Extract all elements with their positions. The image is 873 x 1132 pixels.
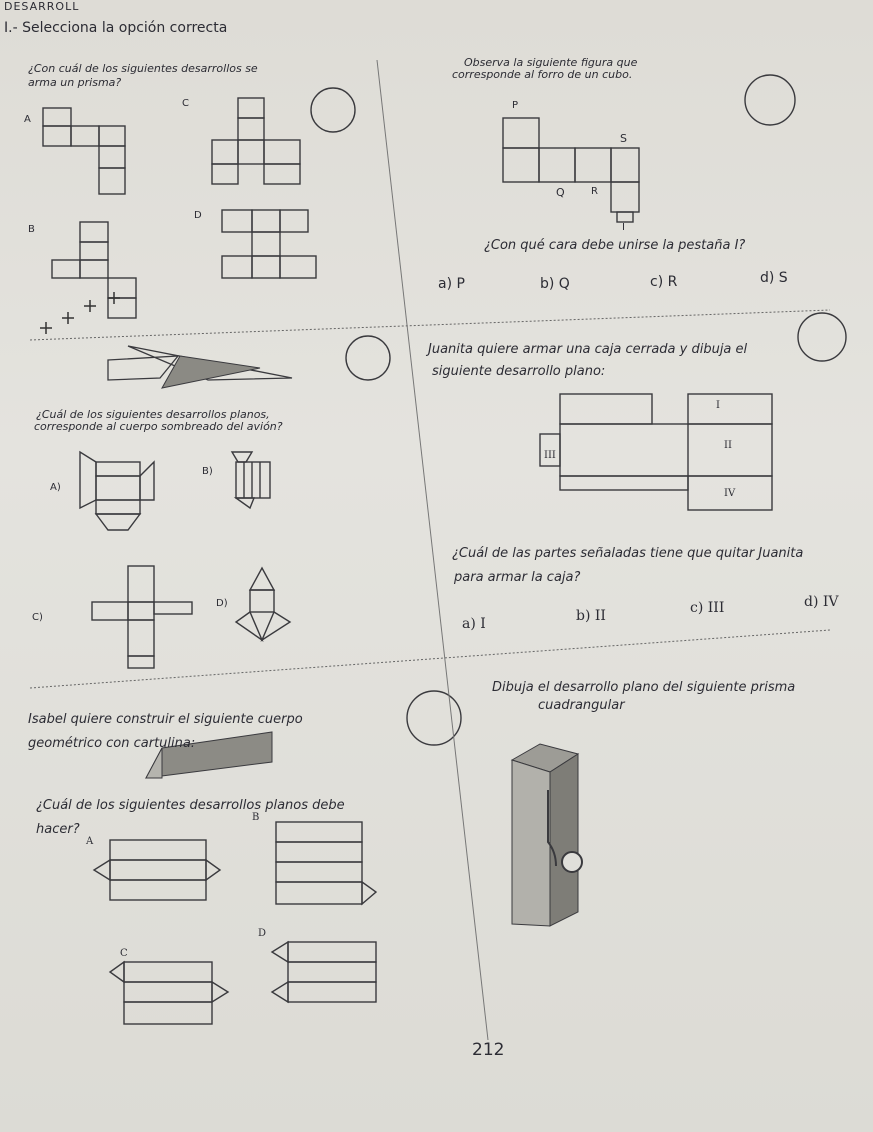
page-number: 212 [472,1040,505,1060]
q4-part-i: I [716,400,720,411]
net-q4-box [540,394,772,510]
net-q1-b [52,222,136,318]
q1-prompt-line2: arma un prisma? [28,76,122,89]
rect-prism-figure [512,744,582,926]
q4-prompt-line2: siguiente desarrollo plano: [432,364,606,379]
q3-label-b: B) [202,466,213,477]
q3-label-c: C) [32,612,43,623]
q2-prompt-line1: Observa la siguiente figura que [464,56,638,69]
q3-label-d: D) [216,598,228,609]
q4-option-d[interactable]: d) IV [804,594,839,610]
q1-label-b: B [28,224,35,235]
q6-prompt-line2: cuadrangular [538,698,625,713]
q4-prompt-line1: Juanita quiere armar una caja cerrada y dibuja el [428,342,748,357]
net-q5-a [94,840,220,900]
net-q1-d [222,210,316,278]
q4-question-line1: ¿Cuál de las partes señaladas tiene que quitar Juanita [452,546,804,561]
q2-option-a[interactable]: a) P [438,276,465,292]
q4-option-a[interactable]: a) I [462,616,486,632]
net-q5-d [272,942,376,1002]
q3-prompt-line2: corresponde al cuerpo sombreado del avión? [34,420,283,433]
q3-prompt-line1: ¿Cuál de los siguientes desarrollos planos, [36,408,270,421]
q2-face-p: P [512,100,519,111]
q2-face-r: R [591,186,598,197]
net-q3-c [92,566,192,668]
answer-circle-q4 [798,313,846,361]
airplane-figure [108,346,292,388]
q1-label-c: C [182,98,189,109]
q5-label-b: B [252,812,260,823]
q1-prompt-line1: ¿Con cuál de los siguientes desarrollos se [28,62,258,75]
answer-circle-q5 [407,691,461,745]
net-q1-a [43,108,125,194]
q4-part-iii: III [544,450,556,461]
net-q2-cube [503,118,639,222]
q4-part-ii: II [724,440,732,451]
net-q5-c [110,962,228,1024]
q2-option-d[interactable]: d) S [760,270,788,286]
q1-label-a: A [24,114,31,125]
q2-face-s: S [620,132,627,145]
q2-prompt-line2: corresponde al forro de un cubo. [452,68,633,81]
q2-option-b[interactable]: b) Q [540,276,570,292]
q5-question-line1: ¿Cuál de los siguientes desarrollos planos debe [36,798,345,813]
net-q3-d [236,568,290,640]
q5-question-line2: hacer? [36,822,80,837]
net-q5-b [276,822,376,904]
q2-face-tab: I [622,222,625,233]
q4-option-c[interactable]: c) III [690,600,725,616]
q5-prompt-line1: Isabel quiere construir el siguiente cuerpo [28,712,303,727]
q5-label-d: D [258,928,267,939]
answer-circle-q1 [311,88,355,132]
q4-part-iv: IV [724,488,736,499]
q6-prompt-line1: Dibuja el desarrollo plano del siguiente prisma [492,680,796,695]
net-q3-b [232,452,270,508]
q4-question-line2: para armar la caja? [454,570,581,585]
q2-face-q: Q [556,186,565,199]
q4-option-b[interactable]: b) II [576,608,606,624]
separator-1 [30,310,830,340]
q5-label-a: A [86,836,94,847]
top-word: DESARROLL [4,0,80,13]
q5-label-c: C [120,948,128,959]
q5-prompt-line2: geométrico con cartulina: [28,736,196,751]
net-q3-a [80,452,154,530]
answer-circle-q2 [745,75,795,125]
section-title: I.- Selecciona la opción correcta [4,20,228,36]
net-q1-c [212,98,300,184]
answer-circle-q3 [346,336,390,380]
q2-option-c[interactable]: c) R [650,274,678,290]
q1-label-d: D [194,210,202,221]
q2-question: ¿Con qué cara debe unirse la pestaña I? [484,238,746,253]
q3-label-a: A) [50,482,61,493]
